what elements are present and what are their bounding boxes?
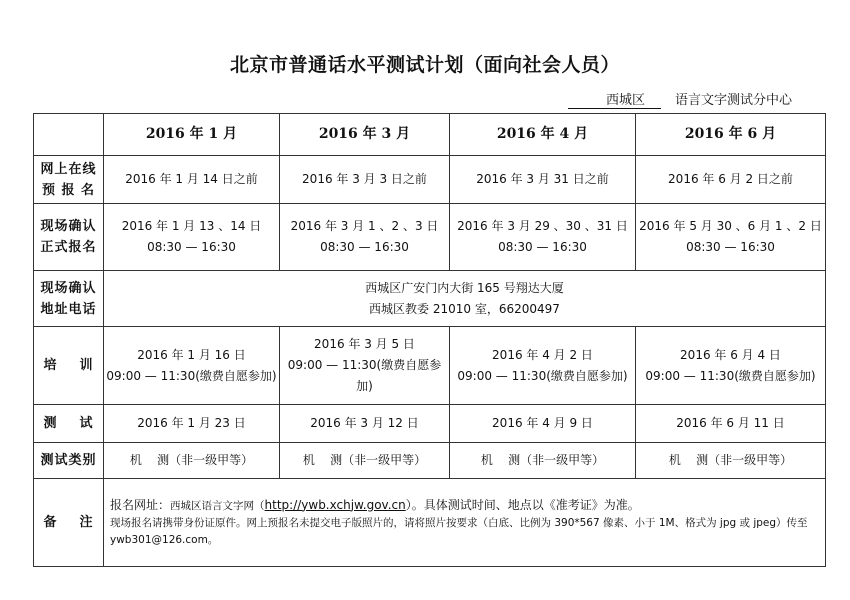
remarks-cell — [104, 479, 826, 567]
corner-cell — [34, 114, 104, 156]
center-name: 语言文字测试分中心 — [675, 93, 793, 108]
onsite-apr: 2016 年 3 月 29 、30 、31 日 08:30 — 16:30 — [450, 204, 636, 271]
training-jun: 2016 年 6 月 4 日 09:00 — 11:30(缴费自愿参加) — [636, 327, 826, 405]
prereg-jun: 2016 年 6 月 2 日之前 — [636, 156, 826, 204]
col-jun: 2016 年 6 月 — [636, 114, 826, 156]
page-title: 北京市普通话水平测试计划（面向社会人员） — [229, 54, 620, 76]
prereg-apr: 2016 年 3 月 31 日之前 — [450, 156, 636, 204]
category-label: 测试类别 — [34, 443, 104, 479]
remarks-line2: 现场报名请携带身份证原件。网上预报名未提交电子版照片的，请将照片按要求（白底、比例为 390*567 像素、小于 1M、格式为 jpg 或 jpeg）传至 ywb301@126.com。 — [110, 516, 808, 546]
col-apr: 2016 年 4 月 — [450, 114, 636, 156]
address-row — [34, 271, 826, 327]
onsite-mar: 2016 年 3 月 1 、2 、3 日 08:30 — 16:30 — [280, 204, 450, 271]
training-mar: 2016 年 3 月 5 日 09:00 — 11:30(缴费自愿参加) — [280, 327, 450, 405]
category-jun: 机 测（非一级甲等） — [636, 443, 826, 479]
col-mar: 2016 年 3 月 — [280, 114, 450, 156]
test-row — [34, 405, 826, 443]
category-mar: 机 测（非一级甲等） — [280, 443, 450, 479]
category-row — [34, 443, 826, 479]
test-jun: 2016 年 6 月 11 日 — [636, 405, 826, 443]
category-jan: 机 测（非一级甲等） — [104, 443, 280, 479]
registration-link[interactable]: http://ywb.xchjw.gov.cn — [264, 497, 406, 512]
subtitle — [568, 89, 792, 109]
prereg-label: 网上在线 预 报 名 — [34, 156, 104, 204]
test-apr: 2016 年 4 月 9 日 — [450, 405, 636, 443]
training-jan: 2016 年 1 月 16 日 09:00 — 11:30(缴费自愿参加) — [104, 327, 280, 405]
schedule-table — [33, 113, 826, 567]
col-jan: 2016 年 1 月 — [104, 114, 280, 156]
address-label: 现场确认 地址电话 — [34, 271, 104, 327]
test-label: 测 试 — [34, 405, 104, 443]
district-name: 西城区 — [568, 89, 661, 109]
training-label: 培 训 — [34, 327, 104, 405]
onsite-row — [34, 204, 826, 271]
category-apr: 机 测（非一级甲等） — [450, 443, 636, 479]
training-apr: 2016 年 4 月 2 日 09:00 — 11:30(缴费自愿参加) — [450, 327, 636, 405]
remarks-line1: 报名网址：西城区语言文字网（http://ywb.xchjw.gov.cn）。具体测试时间、地点以《准考证》为准。 — [110, 497, 640, 512]
training-row — [34, 327, 826, 405]
onsite-jun: 2016 年 5 月 30 、6 月 1 、2 日 08:30 — 16:30 — [636, 204, 826, 271]
prereg-jan: 2016 年 1 月 14 日之前 — [104, 156, 280, 204]
test-mar: 2016 年 3 月 12 日 — [280, 405, 450, 443]
remarks-label: 备 注 — [34, 479, 104, 567]
prereg-row — [34, 156, 826, 204]
remarks-row — [34, 479, 826, 567]
onsite-jan: 2016 年 1 月 13 、14 日 08:30 — 16:30 — [104, 204, 280, 271]
address-cell: 西城区广安门内大街 165 号翔达大厦 西城区教委 21010 室，66200497 — [104, 271, 826, 327]
onsite-label: 现场确认 正式报名 — [34, 204, 104, 271]
header-row — [34, 114, 826, 156]
prereg-mar: 2016 年 3 月 3 日之前 — [280, 156, 450, 204]
test-jan: 2016 年 1 月 23 日 — [104, 405, 280, 443]
